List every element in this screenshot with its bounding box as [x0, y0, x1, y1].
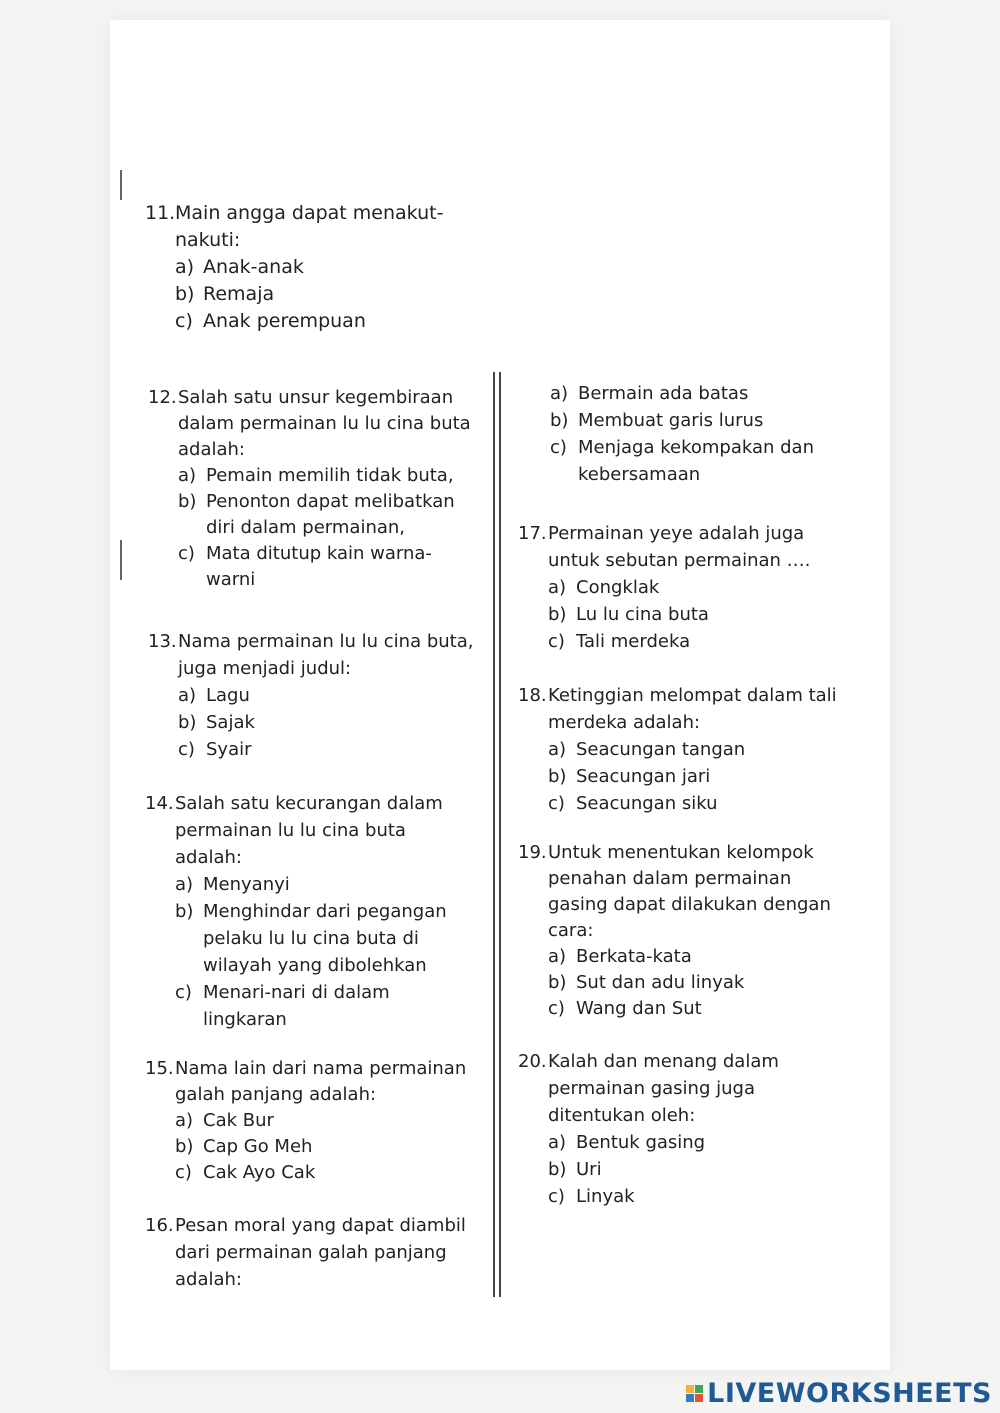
question-stem: Salah satu kecurangan dalam permainan lu lu cina buta adalah:: [175, 793, 443, 868]
question-stem: Kalah dan menang dalam permainan gasing juga ditentukan oleh:: [548, 1051, 779, 1126]
question-stem: Permainan yeye adalah juga untuk sebutan permainan ….: [548, 523, 811, 571]
question-14: [145, 790, 475, 1033]
option-a[interactable]: a) Anak-anak: [175, 256, 304, 278]
question-stem: Nama lain dari nama permainan galah panjang adalah:: [175, 1058, 467, 1105]
option-c[interactable]: c) Wang dan Sut: [548, 998, 702, 1019]
question-number: 19.: [518, 842, 547, 863]
question-12: [148, 385, 478, 593]
question-number: 17.: [518, 523, 547, 544]
question-number: 12.: [148, 387, 177, 408]
question-16: [145, 1212, 485, 1293]
option-b[interactable]: b) Sut dan adu linyak: [548, 972, 745, 993]
option-c[interactable]: c) Cak Ayo Cak: [175, 1162, 316, 1183]
question-20: [518, 1048, 848, 1210]
option-a[interactable]: a) Lagu: [178, 685, 250, 706]
question-13: [148, 628, 478, 763]
option-a[interactable]: a) Congklak: [548, 577, 660, 598]
question-11: [145, 200, 475, 335]
liveworksheets-watermark[interactable]: [686, 1378, 992, 1409]
option-b[interactable]: b) Uri: [548, 1159, 602, 1180]
question-16-options: [520, 380, 850, 488]
option-a[interactable]: a) Pemain memilih tidak buta,: [178, 465, 454, 486]
question-15: [145, 1056, 475, 1186]
question-number: 18.: [518, 685, 547, 706]
option-c[interactable]: c) Seacungan siku: [548, 793, 718, 814]
option-c[interactable]: c) Tali merdeka: [548, 631, 691, 652]
question-number: 20.: [518, 1051, 547, 1072]
option-a[interactable]: a) Bentuk gasing: [548, 1132, 706, 1153]
question-number: 15.: [145, 1058, 174, 1079]
option-a[interactable]: a) Berkata-kata: [548, 946, 692, 967]
question-number: 14.: [145, 793, 174, 814]
column-divider: [493, 372, 501, 1297]
question-stem: Main angga dapat menakut-nakuti:: [175, 202, 444, 251]
brand-name: LIVEWORKSHEETS: [707, 1378, 992, 1409]
option-c[interactable]: c) Syair: [178, 739, 252, 760]
question-number: 13.: [148, 631, 177, 652]
question-stem: Nama permainan lu lu cina buta, juga menjadi judul:: [178, 631, 474, 679]
scan-mark: [120, 540, 122, 580]
option-c[interactable]: c) Linyak: [548, 1186, 635, 1207]
option-c[interactable]: c) Menari-nari di dalam lingkaran: [175, 982, 390, 1030]
question-19: [518, 840, 848, 1022]
question-stem: Untuk menentukan kelompok penahan dalam permainan gasing dapat dilakukan dengan cara:: [548, 842, 831, 941]
question-stem: Ketinggian melompat dalam tali merdeka adalah:: [548, 685, 837, 733]
option-c[interactable]: c) Mata ditutup kain warna-warni: [178, 543, 432, 590]
option-b[interactable]: b) Cap Go Meh: [175, 1136, 313, 1157]
option-c[interactable]: c) Anak perempuan: [175, 310, 366, 332]
option-b[interactable]: b) Membuat garis lurus: [550, 410, 764, 431]
liveworksheets-logo-icon: [686, 1385, 703, 1402]
option-b[interactable]: b) Menghindar dari pegangan pelaku lu lu cina buta di wilayah yang dibolehkan: [175, 901, 447, 976]
option-a[interactable]: a) Menyanyi: [175, 874, 290, 895]
option-b[interactable]: b) Seacungan jari: [548, 766, 711, 787]
option-b[interactable]: b) Penonton dapat melibatkan diri dalam permainan,: [178, 491, 455, 538]
option-b[interactable]: b) Sajak: [178, 712, 255, 733]
option-b[interactable]: b) Remaja: [175, 283, 275, 305]
question-stem: Salah satu unsur kegembiraan dalam permainan lu lu cina buta adalah:: [178, 387, 471, 460]
option-b[interactable]: b) Lu lu cina buta: [548, 604, 709, 625]
question-stem: Pesan moral yang dapat diambil dari permainan galah panjang adalah:: [175, 1215, 466, 1290]
question-18: [518, 682, 848, 817]
option-c[interactable]: c) Menjaga kekompakan dan kebersamaan: [550, 437, 814, 485]
option-a[interactable]: a) Seacungan tangan: [548, 739, 746, 760]
option-a[interactable]: a) Cak Bur: [175, 1110, 274, 1131]
option-a[interactable]: a) Bermain ada batas: [550, 383, 749, 404]
scan-mark: [120, 170, 122, 200]
question-17: [518, 520, 848, 655]
question-number: 11.: [145, 202, 176, 224]
question-number: 16.: [145, 1215, 174, 1236]
